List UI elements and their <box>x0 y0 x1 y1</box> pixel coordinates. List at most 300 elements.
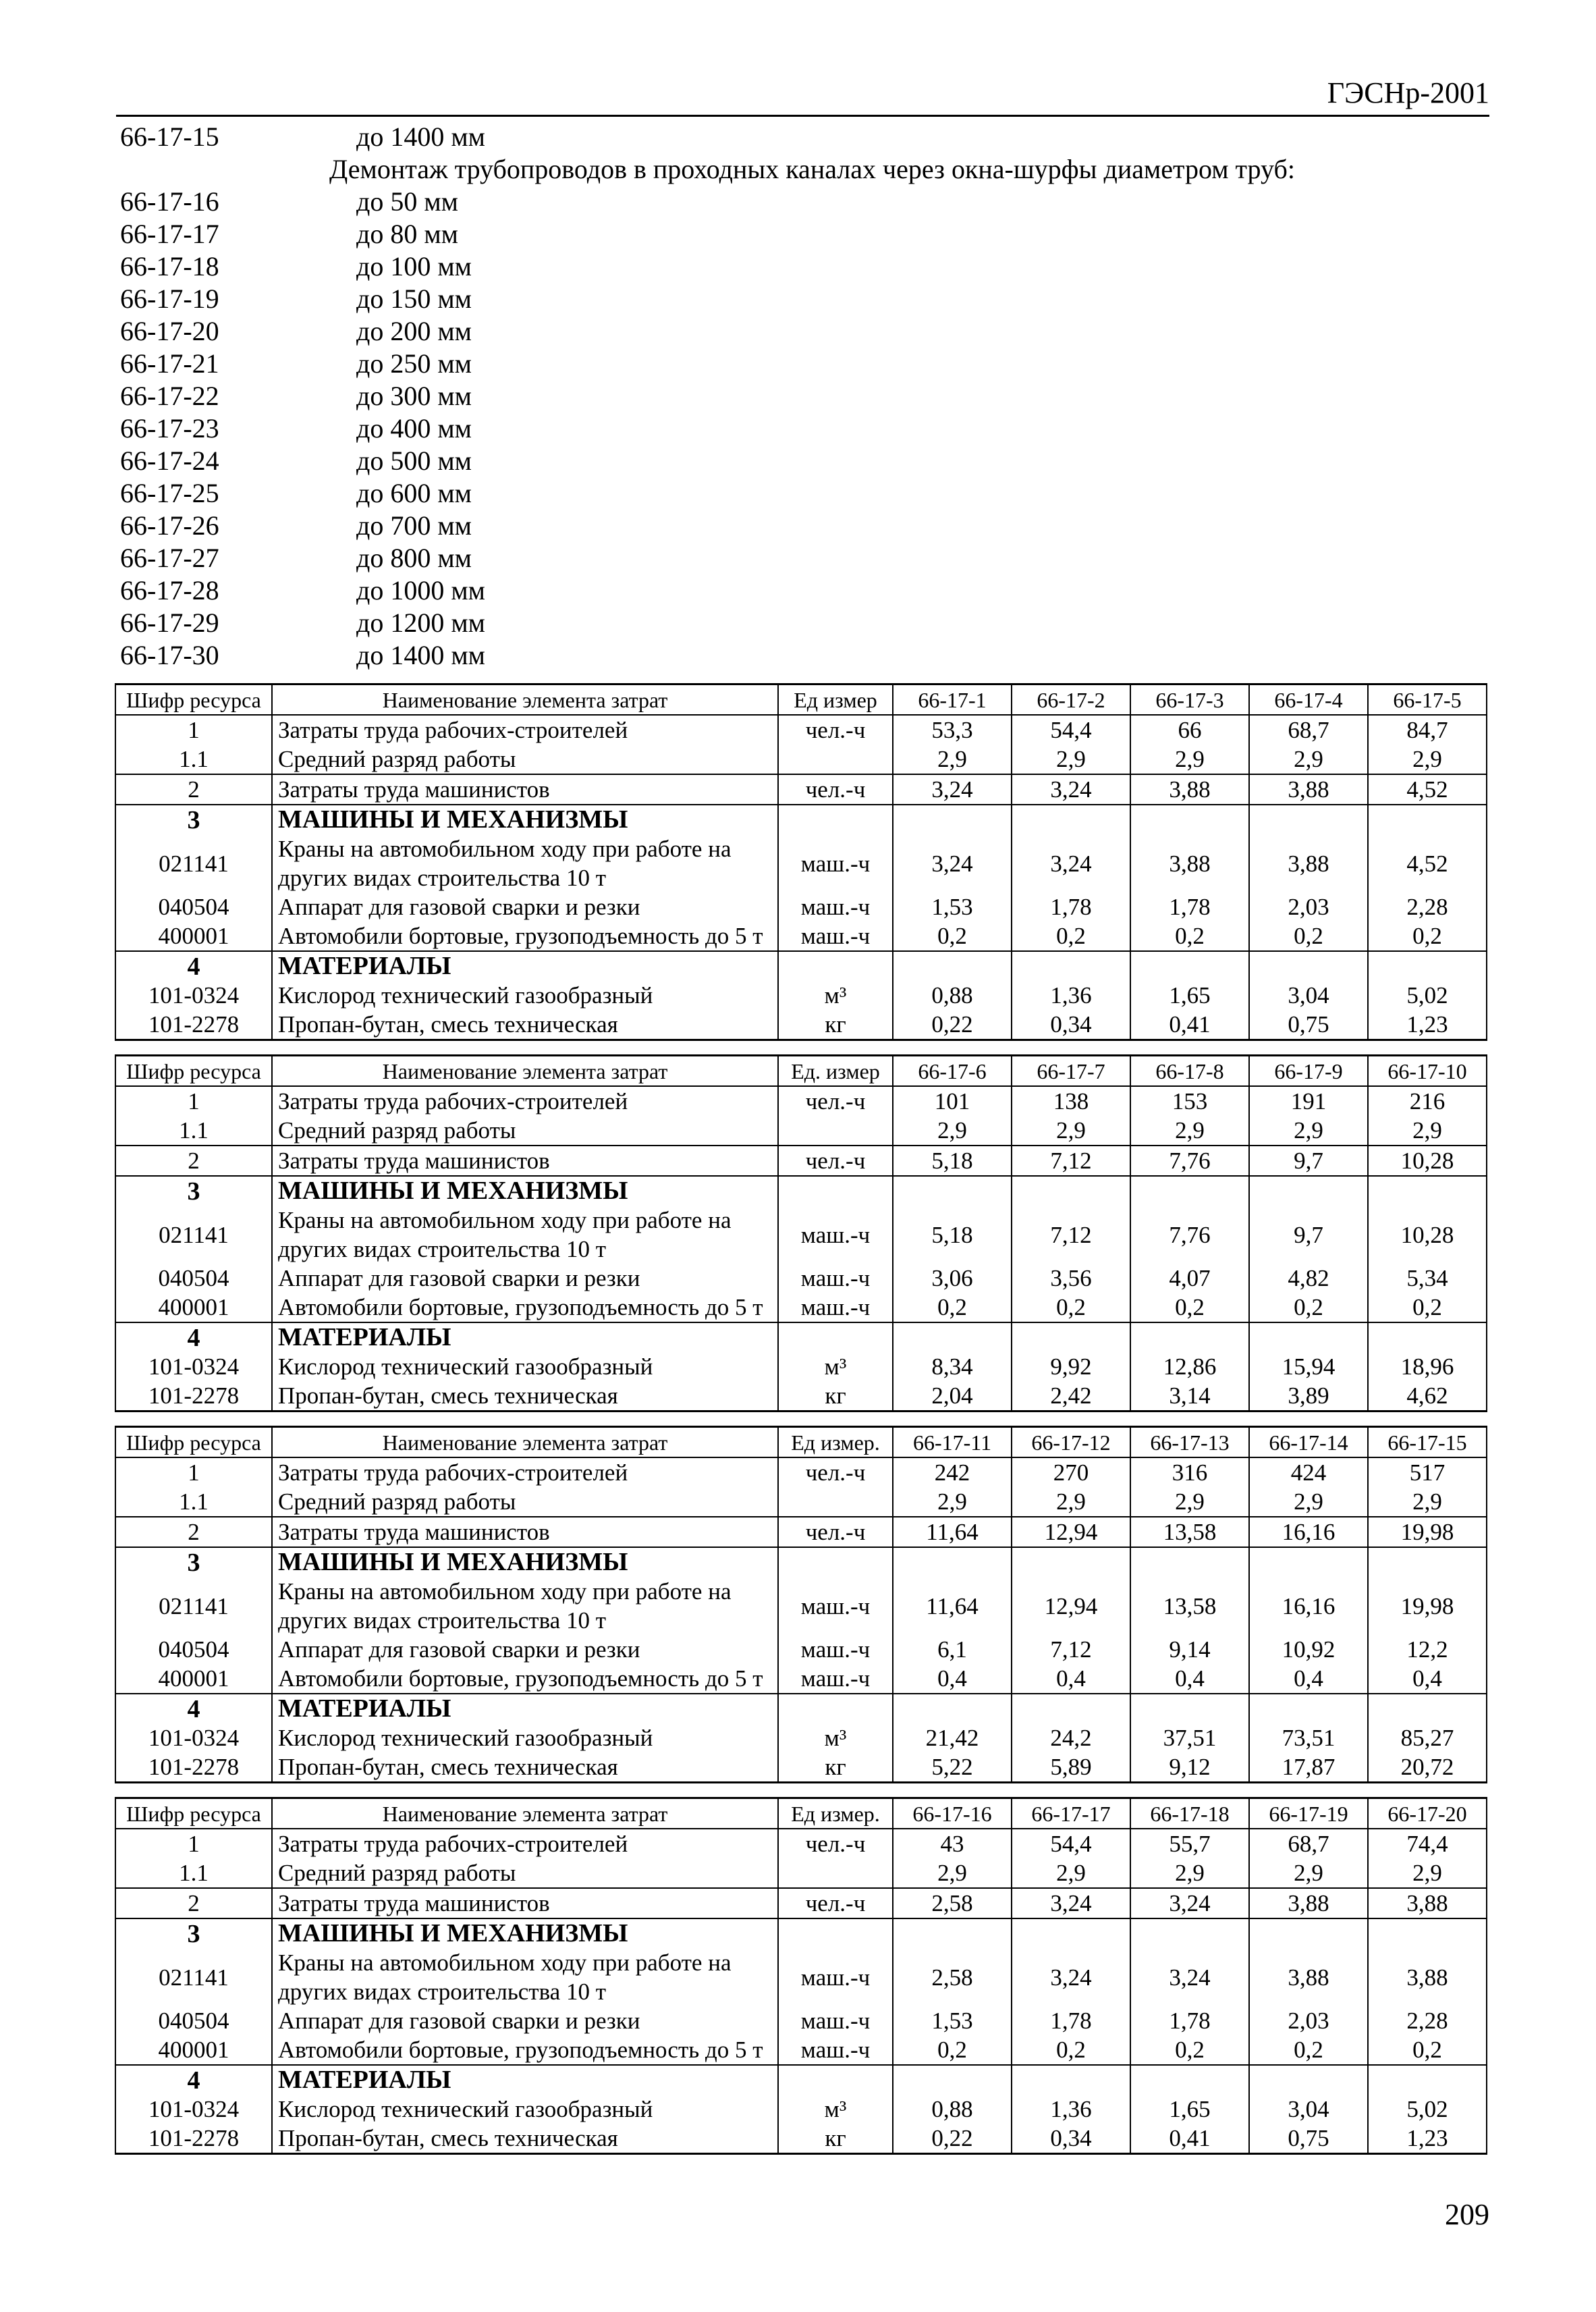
resource-value: 2,9 <box>1368 1116 1487 1146</box>
resource-value: 19,98 <box>1368 1517 1487 1547</box>
resource-value: 1,23 <box>1368 2124 1487 2154</box>
resource-value: 2,9 <box>1012 1487 1130 1517</box>
resource-value: 9,12 <box>1130 1752 1249 1783</box>
resource-name: Аппарат для газовой сварки и резки <box>272 1635 778 1664</box>
resource-code: 2 <box>115 1146 272 1176</box>
table-row <box>115 1858 1487 1888</box>
resource-unit: м³ <box>778 1723 893 1752</box>
resource-code: 040504 <box>115 2006 272 2035</box>
resource-unit <box>778 1487 893 1517</box>
resource-name: Автомобили бортовые, грузоподъемность до 5 т <box>272 921 778 951</box>
resource-name: Кислород технический газообразный <box>272 2095 778 2124</box>
resource-value: 54,4 <box>1012 715 1130 745</box>
column-header-norm: 66-17-2 <box>1012 684 1130 716</box>
resource-value: 3,04 <box>1249 2095 1368 2124</box>
column-header-norm: 66-17-19 <box>1249 1798 1368 1829</box>
resource-code: 040504 <box>115 892 272 921</box>
resource-value <box>893 2065 1012 2095</box>
resource-value: 0,34 <box>1012 2124 1130 2154</box>
column-header-norm: 66-17-8 <box>1130 1056 1249 1087</box>
resource-unit: маш.-ч <box>778 1206 893 1264</box>
resource-name: МАШИНЫ И МЕХАНИЗМЫ <box>272 1547 778 1577</box>
resource-unit: маш.-ч <box>778 1635 893 1664</box>
table-row <box>115 1381 1487 1412</box>
resource-value <box>893 1918 1012 1948</box>
resource-code: 400001 <box>115 2035 272 2065</box>
resource-code: 101-0324 <box>115 2095 272 2124</box>
resource-value <box>893 805 1012 834</box>
resource-value: 9,14 <box>1130 1635 1249 1664</box>
resource-value <box>1368 1322 1487 1352</box>
column-header-norm: 66-17-14 <box>1249 1427 1368 1458</box>
resource-value: 5,22 <box>893 1752 1012 1783</box>
resource-value: 4,07 <box>1130 1264 1249 1293</box>
resource-value <box>1368 1694 1487 1723</box>
resource-value: 9,7 <box>1249 1146 1368 1176</box>
table-header-row <box>115 684 1487 716</box>
resource-value: 3,24 <box>1130 1888 1249 1918</box>
resource-unit: маш.-ч <box>778 1264 893 1293</box>
resource-value <box>1012 1547 1130 1577</box>
header-rule <box>116 115 1489 117</box>
resource-value: 3,88 <box>1249 1888 1368 1918</box>
resource-unit <box>778 1322 893 1352</box>
resource-value: 11,64 <box>893 1517 1012 1547</box>
column-header-norm: 66-17-15 <box>1368 1427 1487 1458</box>
resource-table-2 <box>115 1054 1487 1412</box>
resource-value <box>893 951 1012 981</box>
table-row <box>115 1457 1487 1487</box>
resource-unit: маш.-ч <box>778 921 893 951</box>
code-number: 66-17-16 <box>120 186 219 217</box>
resource-code: 3 <box>115 805 272 834</box>
resource-name: Пропан-бутан, смесь техническая <box>272 1752 778 1783</box>
resource-table-3 <box>115 1426 1487 1783</box>
column-header-code: Шифр ресурса <box>115 1056 272 1087</box>
resource-code: 4 <box>115 2065 272 2095</box>
code-row <box>120 347 1490 379</box>
resource-code: 1.1 <box>115 745 272 774</box>
table-row <box>115 1322 1487 1352</box>
resource-code: 040504 <box>115 1635 272 1664</box>
code-row <box>120 477 1490 509</box>
resource-value <box>1130 1547 1249 1577</box>
table-row <box>115 1829 1487 1858</box>
resource-value: 3,88 <box>1249 774 1368 805</box>
table-row <box>115 805 1487 834</box>
table-row <box>115 774 1487 805</box>
table-row <box>115 1086 1487 1116</box>
resource-value: 316 <box>1130 1457 1249 1487</box>
column-header-norm: 66-17-4 <box>1249 684 1368 716</box>
code-number: 66-17-26 <box>120 510 219 541</box>
resource-value: 3,24 <box>893 774 1012 805</box>
resource-unit: чел.-ч <box>778 1146 893 1176</box>
resource-value <box>893 1694 1012 1723</box>
code-row <box>120 412 1490 444</box>
resource-value: 1,36 <box>1012 2095 1130 2124</box>
resource-value: 0,2 <box>1130 1293 1249 1322</box>
resource-value: 2,9 <box>1368 745 1487 774</box>
resource-value: 3,24 <box>1012 834 1130 892</box>
resource-code: 400001 <box>115 1293 272 1322</box>
document-header-title: ГЭСНр-2001 <box>1327 76 1489 109</box>
resource-value: 3,89 <box>1249 1381 1368 1412</box>
table-header-row <box>115 1798 1487 1829</box>
resource-value: 55,7 <box>1130 1829 1249 1858</box>
table-row <box>115 1264 1487 1293</box>
resource-value: 2,9 <box>1249 1858 1368 1888</box>
resource-unit: маш.-ч <box>778 1948 893 2006</box>
resource-code: 1 <box>115 1457 272 1487</box>
code-description: до 250 мм <box>356 348 472 379</box>
code-row <box>120 379 1490 412</box>
resource-value: 5,02 <box>1368 2095 1487 2124</box>
resource-value <box>1130 1918 1249 1948</box>
code-number: 66-17-21 <box>120 348 219 379</box>
resource-name: Затраты труда рабочих-строителей <box>272 715 778 745</box>
resource-value: 12,86 <box>1130 1352 1249 1381</box>
column-header-norm: 66-17-3 <box>1130 684 1249 716</box>
resource-value: 2,58 <box>893 1888 1012 1918</box>
resource-value: 3,88 <box>1130 774 1249 805</box>
column-header-norm: 66-17-5 <box>1368 684 1487 716</box>
resource-value: 2,9 <box>1130 745 1249 774</box>
resource-unit: маш.-ч <box>778 1577 893 1635</box>
resource-value <box>1249 951 1368 981</box>
table-row <box>115 1752 1487 1783</box>
table-row <box>115 981 1487 1010</box>
resource-code: 101-0324 <box>115 1723 272 1752</box>
resource-value: 2,9 <box>1130 1116 1249 1146</box>
resource-value: 68,7 <box>1249 1829 1368 1858</box>
resource-value: 12,94 <box>1012 1577 1130 1635</box>
resource-name: Автомобили бортовые, грузоподъемность до 5 т <box>272 1293 778 1322</box>
resource-value: 517 <box>1368 1457 1487 1487</box>
column-header-unit: Ед измер. <box>778 1798 893 1829</box>
table-row <box>115 1176 1487 1206</box>
table-row <box>115 1352 1487 1381</box>
resource-code: 3 <box>115 1176 272 1206</box>
resource-value: 0,2 <box>1249 1293 1368 1322</box>
resource-value: 3,14 <box>1130 1381 1249 1412</box>
resource-value: 6,1 <box>893 1635 1012 1664</box>
resource-value: 153 <box>1130 1086 1249 1116</box>
resource-value: 16,16 <box>1249 1577 1368 1635</box>
resource-unit <box>778 1858 893 1888</box>
resource-value <box>1130 1176 1249 1206</box>
code-row <box>120 315 1490 347</box>
resource-value: 2,9 <box>1249 745 1368 774</box>
column-header-name: Наименование элемента затрат <box>272 1056 778 1087</box>
resource-name: Краны на автомобильном ходу при работе на других видах строительства 10 т <box>272 834 778 892</box>
resource-value <box>1368 951 1487 981</box>
resource-value: 7,76 <box>1130 1206 1249 1264</box>
code-number: 66-17-17 <box>120 218 219 249</box>
resource-value: 0,22 <box>893 1010 1012 1040</box>
resource-name: Средний разряд работы <box>272 1858 778 1888</box>
resource-name: МАТЕРИАЛЫ <box>272 1322 778 1352</box>
table-row <box>115 1948 1487 2006</box>
resource-value: 54,4 <box>1012 1829 1130 1858</box>
resource-value: 85,27 <box>1368 1723 1487 1752</box>
resource-value: 16,16 <box>1249 1517 1368 1547</box>
resource-value: 2,9 <box>893 1487 1012 1517</box>
resource-value: 12,2 <box>1368 1635 1487 1664</box>
resource-value: 1,53 <box>893 2006 1012 2035</box>
column-header-norm: 66-17-20 <box>1368 1798 1487 1829</box>
resource-name: Краны на автомобильном ходу при работе на других видах строительства 10 т <box>272 1577 778 1635</box>
resource-value <box>1012 951 1130 981</box>
column-header-code: Шифр ресурса <box>115 684 272 716</box>
resource-code: 1.1 <box>115 1858 272 1888</box>
resource-value: 5,34 <box>1368 1264 1487 1293</box>
code-list <box>120 120 1490 671</box>
table-row <box>115 892 1487 921</box>
resource-value: 4,82 <box>1249 1264 1368 1293</box>
resource-value: 2,9 <box>1012 745 1130 774</box>
resource-value: 10,28 <box>1368 1146 1487 1176</box>
resource-name: Кислород технический газообразный <box>272 1352 778 1381</box>
table-row <box>115 1010 1487 1040</box>
resource-unit <box>778 1694 893 1723</box>
column-header-name: Наименование элемента затрат <box>272 1427 778 1458</box>
resource-value <box>1249 1176 1368 1206</box>
resource-value: 2,9 <box>1130 1487 1249 1517</box>
code-number: 66-17-27 <box>120 542 219 573</box>
resource-value: 13,58 <box>1130 1517 1249 1547</box>
table-row <box>115 2124 1487 2154</box>
resource-value: 5,02 <box>1368 981 1487 1010</box>
resource-value: 1,78 <box>1012 2006 1130 2035</box>
resource-value: 3,24 <box>893 834 1012 892</box>
resource-name: Пропан-бутан, смесь техническая <box>272 1010 778 1040</box>
resource-value: 84,7 <box>1368 715 1487 745</box>
resource-value: 19,98 <box>1368 1577 1487 1635</box>
code-description: до 1000 мм <box>356 574 485 606</box>
resource-name: Краны на автомобильном ходу при работе на других видах строительства 10 т <box>272 1206 778 1264</box>
resource-code: 101-2278 <box>115 2124 272 2154</box>
resource-value: 0,88 <box>893 2095 1012 2124</box>
resource-code: 021141 <box>115 1948 272 2006</box>
resource-value: 5,18 <box>893 1146 1012 1176</box>
resource-value: 0,4 <box>1130 1664 1249 1694</box>
resource-value: 3,88 <box>1249 834 1368 892</box>
resource-value: 3,06 <box>893 1264 1012 1293</box>
resource-value: 2,9 <box>893 745 1012 774</box>
resource-value: 10,92 <box>1249 1635 1368 1664</box>
resource-unit: чел.-ч <box>778 1517 893 1547</box>
resource-value <box>1130 805 1249 834</box>
code-description: до 800 мм <box>356 542 472 573</box>
column-header-norm: 66-17-1 <box>893 684 1012 716</box>
resource-code: 4 <box>115 1694 272 1723</box>
resource-value: 138 <box>1012 1086 1130 1116</box>
resource-unit: маш.-ч <box>778 1664 893 1694</box>
code-description: до 300 мм <box>356 380 472 411</box>
resource-value <box>1249 1547 1368 1577</box>
resource-name: Кислород технический газообразный <box>272 1723 778 1752</box>
code-description: до 600 мм <box>356 477 472 508</box>
table-row <box>115 1517 1487 1547</box>
resource-value: 3,24 <box>1012 1948 1130 2006</box>
resource-unit <box>778 805 893 834</box>
column-header-norm: 66-17-6 <box>893 1056 1012 1087</box>
resource-value: 0,75 <box>1249 1010 1368 1040</box>
resource-value: 2,9 <box>1130 1858 1249 1888</box>
resource-value: 5,89 <box>1012 1752 1130 1783</box>
resource-value: 0,2 <box>1249 921 1368 951</box>
resource-value: 2,9 <box>1012 1116 1130 1146</box>
resource-value: 3,04 <box>1249 981 1368 1010</box>
table-row <box>115 2035 1487 2065</box>
resource-value: 4,52 <box>1368 834 1487 892</box>
resource-value: 17,87 <box>1249 1752 1368 1783</box>
resource-unit: кг <box>778 1010 893 1040</box>
resource-unit <box>778 2065 893 2095</box>
code-row <box>120 185 1490 217</box>
resource-code: 040504 <box>115 1264 272 1293</box>
resource-code: 101-2278 <box>115 1381 272 1412</box>
resource-value: 0,4 <box>1368 1664 1487 1694</box>
resource-value: 2,03 <box>1249 2006 1368 2035</box>
resource-value: 13,58 <box>1130 1577 1249 1635</box>
table-header-row <box>115 1056 1487 1087</box>
column-header-code: Шифр ресурса <box>115 1798 272 1829</box>
resource-code: 021141 <box>115 1577 272 1635</box>
resource-name: Пропан-бутан, смесь техническая <box>272 1381 778 1412</box>
column-header-norm: 66-17-13 <box>1130 1427 1249 1458</box>
code-description: до 100 мм <box>356 250 472 281</box>
resource-value <box>1130 951 1249 981</box>
resource-name: Кислород технический газообразный <box>272 981 778 1010</box>
resource-value: 0,22 <box>893 2124 1012 2154</box>
resource-value <box>1249 1322 1368 1352</box>
code-description: до 1400 мм <box>356 121 485 152</box>
resource-name: Затраты труда машинистов <box>272 1888 778 1918</box>
column-header-norm: 66-17-16 <box>893 1798 1012 1829</box>
resource-name: МАШИНЫ И МЕХАНИЗМЫ <box>272 1176 778 1206</box>
resource-name: Затраты труда рабочих-строителей <box>272 1457 778 1487</box>
code-number: 66-17-19 <box>120 283 219 314</box>
resource-name: МАШИНЫ И МЕХАНИЗМЫ <box>272 805 778 834</box>
code-description: до 50 мм <box>356 186 458 217</box>
resource-table-1 <box>115 683 1487 1041</box>
resource-code: 101-2278 <box>115 1752 272 1783</box>
resource-value: 3,24 <box>1012 1888 1130 1918</box>
resource-name: Автомобили бортовые, грузоподъемность до 5 т <box>272 1664 778 1694</box>
table-row <box>115 745 1487 774</box>
resource-value <box>1012 2065 1130 2095</box>
resource-value: 21,42 <box>893 1723 1012 1752</box>
page-number: 209 <box>1445 2198 1489 2231</box>
resource-unit: маш.-ч <box>778 2035 893 2065</box>
code-number: 66-17-30 <box>120 639 219 670</box>
resource-value: 3,88 <box>1368 1948 1487 2006</box>
resource-value: 5,18 <box>893 1206 1012 1264</box>
resource-value: 424 <box>1249 1457 1368 1487</box>
resource-value: 270 <box>1012 1457 1130 1487</box>
resource-name: МАШИНЫ И МЕХАНИЗМЫ <box>272 1918 778 1948</box>
resource-value <box>1012 1694 1130 1723</box>
resource-code: 2 <box>115 1517 272 1547</box>
resource-name: Затраты труда рабочих-строителей <box>272 1829 778 1858</box>
resource-value <box>1249 2065 1368 2095</box>
code-number: 66-17-23 <box>120 412 219 443</box>
resource-code: 1.1 <box>115 1116 272 1146</box>
resource-value: 2,9 <box>893 1116 1012 1146</box>
resource-name: Затраты труда рабочих-строителей <box>272 1086 778 1116</box>
resource-value: 0,2 <box>1368 921 1487 951</box>
resource-name: Затраты труда машинистов <box>272 1517 778 1547</box>
resource-value <box>1368 805 1487 834</box>
resource-name: Автомобили бортовые, грузоподъемность до 5 т <box>272 2035 778 2065</box>
resource-value: 2,9 <box>1368 1858 1487 1888</box>
resource-name: Аппарат для газовой сварки и резки <box>272 892 778 921</box>
resource-value <box>1368 1547 1487 1577</box>
column-header-norm: 66-17-7 <box>1012 1056 1130 1087</box>
code-description: до 700 мм <box>356 510 472 541</box>
code-row <box>120 541 1490 574</box>
resource-code: 101-0324 <box>115 981 272 1010</box>
resource-name: МАТЕРИАЛЫ <box>272 1694 778 1723</box>
table-row <box>115 2065 1487 2095</box>
resource-code: 3 <box>115 1547 272 1577</box>
resource-value: 2,03 <box>1249 892 1368 921</box>
resource-code: 4 <box>115 951 272 981</box>
resource-name: Затраты труда машинистов <box>272 1146 778 1176</box>
resource-value: 4,62 <box>1368 1381 1487 1412</box>
resource-value: 0,2 <box>893 921 1012 951</box>
resource-value: 0,34 <box>1012 1010 1130 1040</box>
resource-unit <box>778 1918 893 1948</box>
resource-value: 2,42 <box>1012 1381 1130 1412</box>
resource-value: 7,12 <box>1012 1635 1130 1664</box>
resource-unit: м³ <box>778 1352 893 1381</box>
code-row <box>120 444 1490 477</box>
code-number: 66-17-28 <box>120 574 219 606</box>
resource-value: 9,7 <box>1249 1206 1368 1264</box>
resource-code: 021141 <box>115 834 272 892</box>
column-header-norm: 66-17-18 <box>1130 1798 1249 1829</box>
resource-value <box>893 1322 1012 1352</box>
resource-value: 0,2 <box>1249 2035 1368 2065</box>
resource-value: 15,94 <box>1249 1352 1368 1381</box>
code-description: до 200 мм <box>356 315 472 346</box>
resource-name: МАТЕРИАЛЫ <box>272 951 778 981</box>
resource-value: 74,4 <box>1368 1829 1487 1858</box>
resource-value: 0,4 <box>893 1664 1012 1694</box>
resource-unit <box>778 1116 893 1146</box>
resource-name: Средний разряд работы <box>272 1487 778 1517</box>
code-number: 66-17-15 <box>120 121 219 152</box>
resource-unit: чел.-ч <box>778 1829 893 1858</box>
resource-code: 2 <box>115 1888 272 1918</box>
resource-unit: чел.-ч <box>778 1086 893 1116</box>
resource-value: 24,2 <box>1012 1723 1130 1752</box>
resource-value: 242 <box>893 1457 1012 1487</box>
resource-value: 0,2 <box>1130 2035 1249 2065</box>
table-row <box>115 1146 1487 1176</box>
resource-value <box>1249 1694 1368 1723</box>
resource-unit: кг <box>778 1381 893 1412</box>
resource-value <box>1368 2065 1487 2095</box>
code-row <box>120 574 1490 606</box>
resource-code: 1 <box>115 1829 272 1858</box>
table-row <box>115 1664 1487 1694</box>
resource-unit: маш.-ч <box>778 1293 893 1322</box>
resource-name: Аппарат для газовой сварки и резки <box>272 2006 778 2035</box>
